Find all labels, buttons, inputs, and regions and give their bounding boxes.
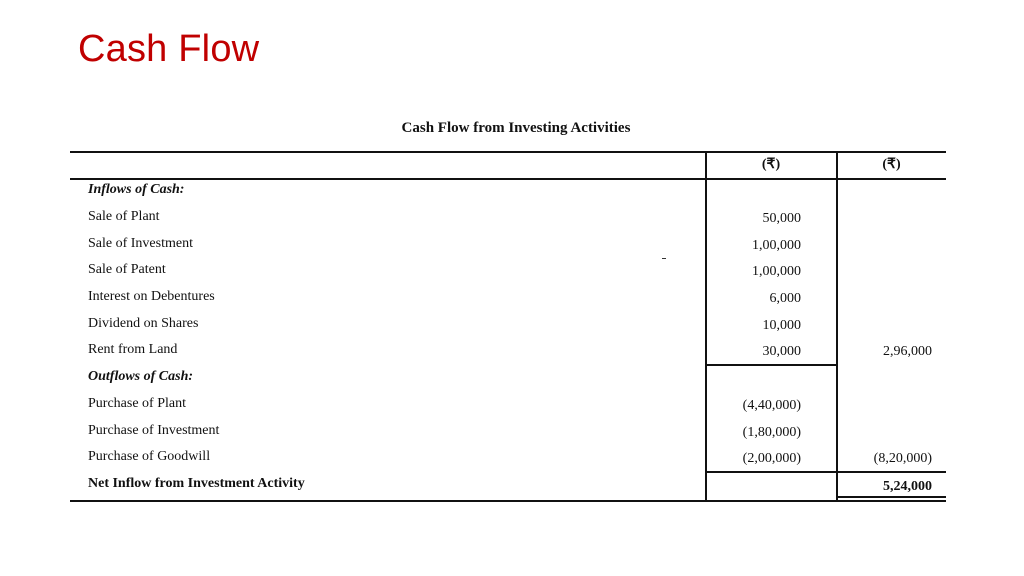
net-total-rule-top: [836, 471, 946, 473]
row-amount-purchase-of-investment: (1,80,000): [742, 425, 801, 440]
row-label-purchase-of-goodwill: Purchase of Goodwill: [88, 449, 211, 464]
bottom-rule: [70, 500, 946, 502]
col-header-amount: (₹): [761, 157, 781, 172]
slide-title: Cash Flow: [78, 28, 260, 70]
row-total-net-inflow: 5,24,000: [883, 479, 932, 494]
row-amount-interest-on-debentures: 6,000: [769, 291, 801, 306]
row-label-outflows-heading: Outflows of Cash:: [88, 369, 194, 384]
row-total-inflows: 2,96,000: [883, 344, 932, 359]
row-label-rent-from-land: Rent from Land: [88, 342, 178, 357]
row-label-purchase-of-plant: Purchase of Plant: [88, 396, 186, 411]
row-amount-sale-of-plant: 50,000: [762, 211, 801, 226]
inflow-subtotal-rule: [705, 364, 837, 366]
row-label-inflows-heading: Inflows of Cash:: [88, 182, 185, 197]
row-amount-sale-of-investment: 1,00,000: [752, 238, 801, 253]
table-title: Cash Flow from Investing Activities: [401, 120, 631, 136]
top-rule: [70, 151, 946, 153]
outflow-subtotal-rule: [705, 471, 837, 473]
row-label-net-inflow: Net Inflow from Investment Activity: [88, 476, 305, 491]
row-total-outflows: (8,20,000): [873, 451, 932, 466]
col1-right-divider: [836, 151, 838, 501]
row-label-interest-on-debentures: Interest on Debentures: [88, 289, 215, 304]
row-amount-purchase-of-plant: (4,40,000): [742, 398, 801, 413]
row-label-sale-of-plant: Sale of Plant: [88, 209, 160, 224]
col1-left-divider: [705, 151, 707, 501]
row-label-dividend-on-shares: Dividend on Shares: [88, 316, 199, 331]
row-amount-rent-from-land: 30,000: [762, 344, 801, 359]
row-amount-purchase-of-goodwill: (2,00,000): [742, 451, 801, 466]
row-label-sale-of-patent: Sale of Patent: [88, 262, 166, 277]
scan-speck: [662, 258, 666, 259]
cash-flow-statement: [70, 151, 946, 503]
row-amount-dividend-on-shares: 10,000: [762, 318, 801, 333]
header-rule: [70, 178, 946, 180]
col-header-total: (₹): [882, 157, 901, 172]
row-label-purchase-of-investment: Purchase of Investment: [88, 423, 220, 438]
row-amount-sale-of-patent: 1,00,000: [752, 264, 801, 279]
row-label-sale-of-investment: Sale of Investment: [88, 236, 193, 251]
net-total-double-rule: [836, 496, 946, 498]
